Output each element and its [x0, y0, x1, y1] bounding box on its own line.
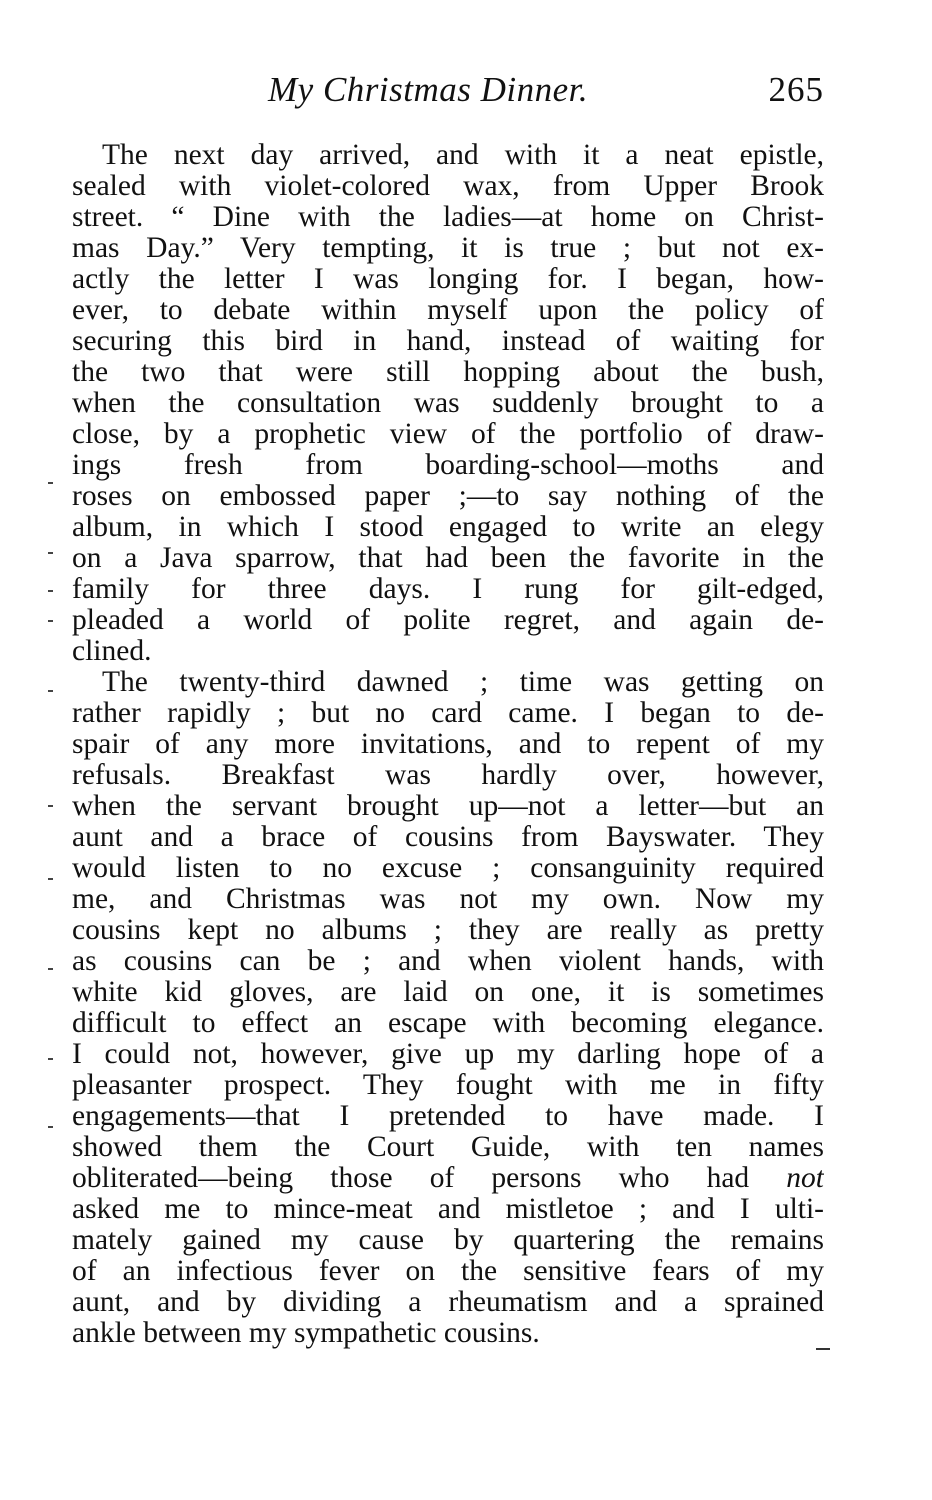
text-line: roses on embossed paper ;—to say nothing of the — [72, 481, 824, 512]
page-number: 265 — [768, 70, 824, 109]
text-line: pleaded a world of polite regret, and again de- — [72, 605, 824, 636]
text-line: mately gained my cause by quartering the remains — [72, 1225, 824, 1256]
margin-speck — [48, 482, 53, 484]
text-line: The next day arrived, and with it a neat epistle, — [102, 140, 824, 171]
margin-speck — [48, 878, 53, 880]
text-line: asked me to mince-meat and mistletoe ; and I ulti- — [72, 1194, 824, 1225]
text-line: album, in which I stood engaged to write an elegy — [72, 512, 824, 543]
line-text: obliterated—being those of persons who had — [72, 1163, 750, 1194]
text-line: actly the letter I was longing for. I began, how- — [72, 264, 824, 295]
text-line: ever, to debate within myself upon the policy of — [72, 295, 824, 326]
text-line: spair of any more invitations, and to repent of my — [72, 729, 824, 760]
text-line: rather rapidly ; but no card came. I began to de- — [72, 698, 824, 729]
text-line: cousins kept no albums ; they are really as pretty — [72, 915, 824, 946]
text-line: difficult to effect an escape with becoming elegance. — [72, 1008, 824, 1039]
text-line: showed them the Court Guide, with ten names — [72, 1132, 824, 1163]
text-line: close, by a prophetic view of the portfolio of draw- — [72, 419, 824, 450]
text-line: as cousins can be ; and when violent hands, with — [72, 946, 824, 977]
text-line: when the consultation was suddenly brought to a — [72, 388, 824, 419]
text-line: street. “ Dine with the ladies—at home on Christ- — [72, 202, 824, 233]
margin-speck — [48, 590, 53, 592]
text-line: refusals. Breakfast was hardly over, however, — [72, 760, 824, 791]
text-line: aunt and a brace of cousins from Bayswater. They — [72, 822, 824, 853]
running-title: My Christmas Dinner. — [268, 70, 589, 109]
text-line: pleasanter prospect. They fought with me in fifty — [72, 1070, 824, 1101]
text-line: when the servant brought up—not a letter—but an — [72, 791, 824, 822]
text-line: white kid gloves, are laid on one, it is sometimes — [72, 977, 824, 1008]
text-line: mas Day.” Very tempting, it is true ; but not ex- — [72, 233, 824, 264]
text-line: sealed with violet-colored wax, from Upper Brook — [72, 171, 824, 202]
text-line: on a Java sparrow, that had been the favorite in the — [72, 543, 824, 574]
margin-speck — [48, 805, 53, 807]
paragraph-2 — [72, 667, 824, 1349]
text-line-with-emphasis — [72, 1163, 824, 1194]
text-line: engagements—that I pretended to have made. I — [72, 1101, 824, 1132]
text-line: family for three days. I rung for gilt-edged, — [72, 574, 824, 605]
margin-speck — [48, 620, 53, 622]
text-line: I could not, however, give up my darling hope of a — [72, 1039, 824, 1070]
margin-speck — [48, 1126, 53, 1128]
text-line: The twenty-third dawned ; time was getting on — [102, 667, 824, 698]
margin-speck — [48, 690, 53, 692]
text-line: me, and Christmas was not my own. Now my — [72, 884, 824, 915]
text-line: of an infectious fever on the sensitive fears of my — [72, 1256, 824, 1287]
body-text — [72, 140, 824, 1349]
print-mark — [816, 1348, 830, 1350]
text-line: ankle between my sympathetic cousins. — [72, 1318, 540, 1349]
text-line: the two that were still hopping about the bush, — [72, 357, 824, 388]
margin-speck — [48, 1058, 53, 1060]
text-line: securing this bird in hand, instead of waiting for — [72, 326, 824, 357]
text-line: aunt, and by dividing a rheumatism and a sprained — [72, 1287, 824, 1318]
text-line: would listen to no excuse ; consanguinity required — [72, 853, 824, 884]
paragraph-1 — [72, 140, 824, 667]
page-header — [72, 70, 824, 114]
text-line: ings fresh from boarding-school—moths and — [72, 450, 824, 481]
text-line: clined. — [72, 636, 152, 667]
margin-speck — [48, 968, 53, 970]
margin-speck — [48, 552, 53, 554]
emphasized-word: not — [786, 1163, 824, 1194]
